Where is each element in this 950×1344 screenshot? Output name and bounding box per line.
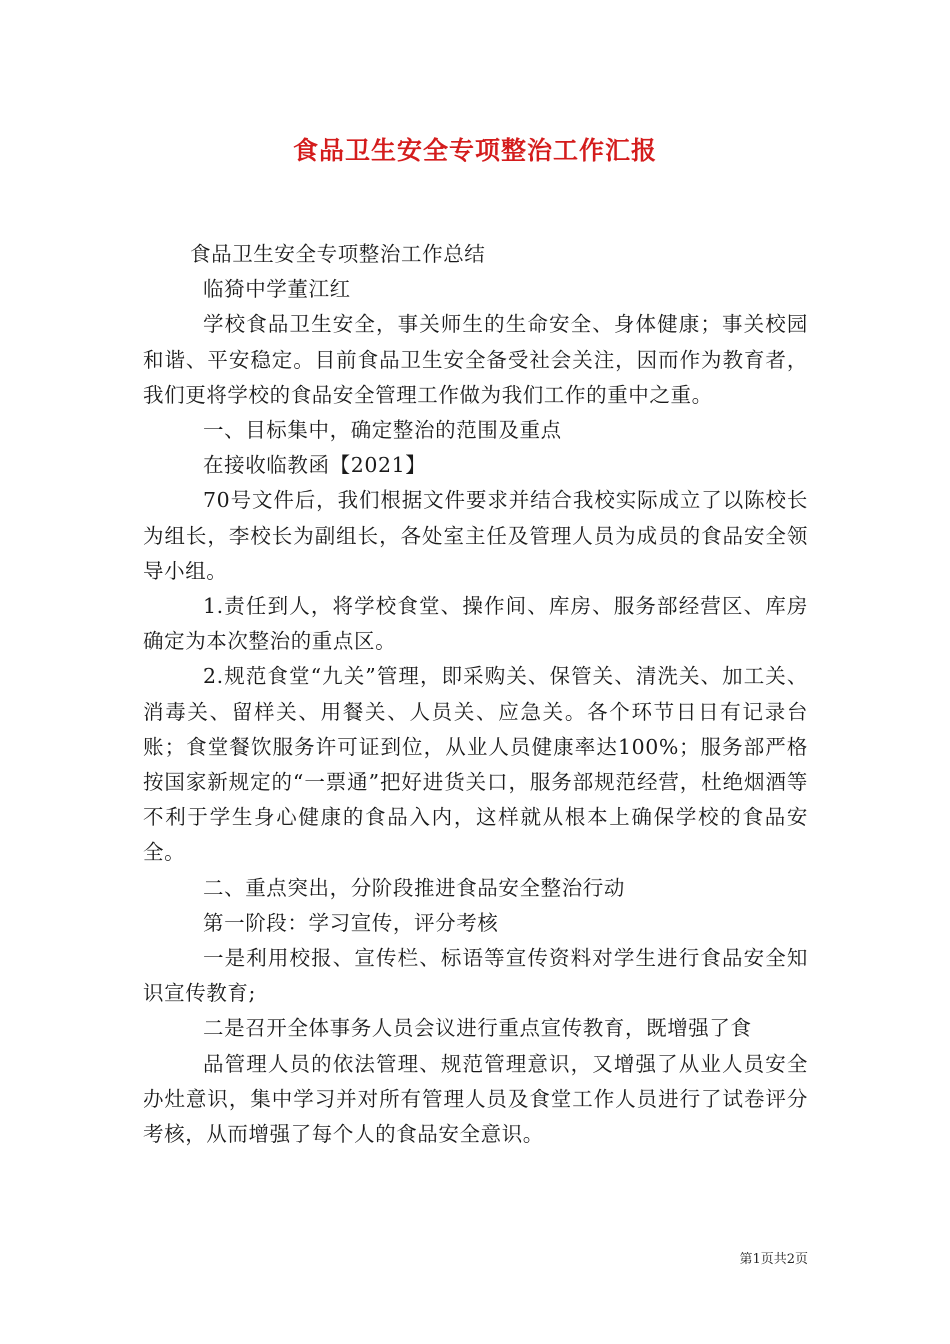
- body-paragraph: 在接收临教函【2021】: [203, 453, 427, 478]
- section-heading: 一、目标集中，确定整治的范围及重点: [203, 418, 562, 443]
- body-paragraph: 2.规范食堂“九关”管理，即采购关、保管关、清洗关、加工关、消毒关、留样关、用餐关、人员关、应急关。各个环节日日有记录台账；食堂餐饮服务许可证到位，从业人员健康率达100%；服务部严格按国家新规定的“一票通”把好进货关口，服务部规范经营，杜绝烟酒等不利于学生身心健康的食品入内，这样就从根本上确保学校的食品安全。: [143, 664, 808, 865]
- body-paragraph: 学校食品卫生安全，事关师生的生命安全、身体健康；事关校园和谐、平安稳定。目前食品卫生安全备受社会关注，因而作为教育者，我们更将学校的食品安全管理工作做为我们工作的重中之重。: [143, 312, 808, 407]
- author-paragraph: 临猗中学董江红: [203, 277, 351, 302]
- section-heading: 二、重点突出，分阶段推进食品安全整治行动: [203, 875, 625, 900]
- body-paragraph: 70号文件后，我们根据文件要求并结合我校实际成立了以陈校长为组长，李校长为副组长，各处室主任及管理人员为成员的食品安全领导小组。: [143, 488, 808, 583]
- body-paragraph: 品管理人员的依法管理、规范管理意识，又增强了从业人员安全办灶意识，集中学习并对所有管理人员及食堂工作人员进行了试卷评分考核，从而增强了每个人的食品安全意识。: [143, 1051, 808, 1147]
- body-paragraph: 二是召开全体事务人员会议进行重点宣传教育，既增强了食: [203, 1016, 752, 1041]
- document-body: [143, 237, 808, 1152]
- subsection-heading: 第一阶段：学习宣传，评分考核: [203, 910, 499, 935]
- body-paragraph: 一是利用校报、宣传栏、标语等宣传资料对学生进行食品安全知识宣传教育;: [143, 946, 808, 1006]
- body-paragraph: 1.责任到人，将学校食堂、操作间、库房、服务部经营区、库房确定为本次整治的重点区。: [143, 594, 808, 654]
- subtitle-paragraph: 食品卫生安全专项整治工作总结: [190, 242, 486, 266]
- page-number: 第1页共2页: [739, 1252, 808, 1267]
- document-title: 食品卫生安全专项整治工作汇报: [292, 136, 657, 165]
